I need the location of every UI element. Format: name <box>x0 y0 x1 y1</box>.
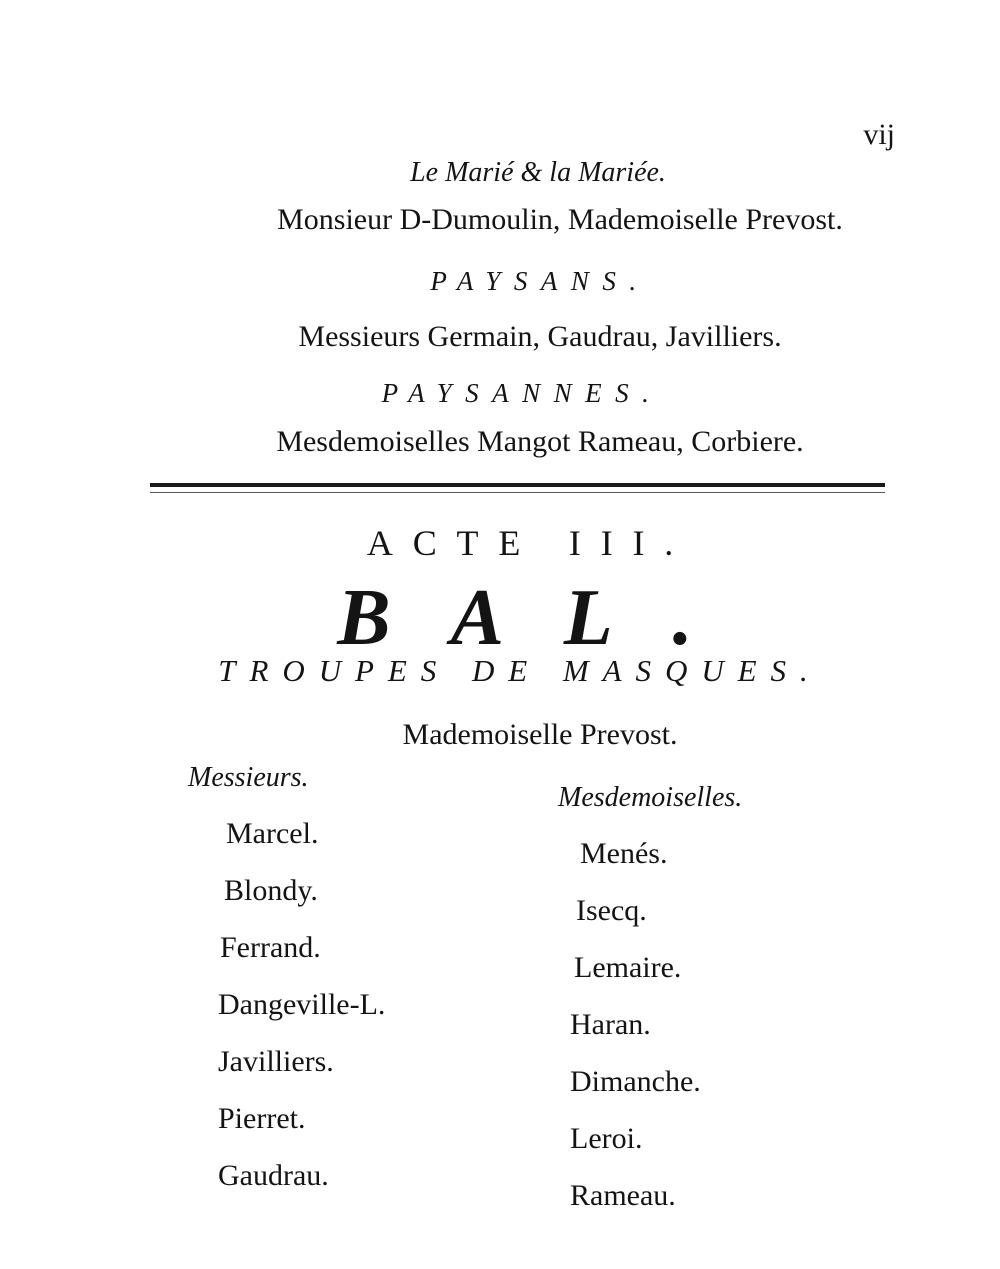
section-divider-thin <box>150 492 885 493</box>
paysans-heading: PAYSANS. <box>430 266 650 296</box>
list-item: Blondy. <box>224 874 318 907</box>
act-heading: ACTE III. <box>366 523 694 563</box>
mesdemoiselles-list <box>570 834 701 1233</box>
couple-heading: Le Marié & la Mariée. <box>410 157 666 188</box>
paysannes-heading: PAYSANNES. <box>381 378 663 408</box>
couple-names: Monsieur D-Dumoulin, Mademoiselle Prevost. <box>277 203 843 236</box>
page-number: vij <box>863 118 895 151</box>
list-item: Ferrand. <box>220 931 321 964</box>
list-item: Javilliers. <box>218 1045 334 1078</box>
section-divider <box>150 483 885 487</box>
list-item: Menés. <box>580 837 668 870</box>
list-item: Dimanche. <box>570 1065 701 1098</box>
messieurs-list <box>218 814 385 1213</box>
list-item: Isecq. <box>576 894 647 927</box>
troupes-heading: TROUPES DE MASQUES. <box>218 653 822 688</box>
list-item: Pierret. <box>218 1102 306 1135</box>
mesdemoiselles-heading: Mesdemoiselles. <box>558 782 743 813</box>
list-item: Haran. <box>570 1008 651 1041</box>
list-item: Rameau. <box>570 1179 676 1212</box>
list-item: Gaudrau. <box>218 1159 329 1192</box>
paysans-names: Messieurs Germain, Gaudrau, Javilliers. <box>298 320 782 353</box>
list-item: Leroi. <box>570 1122 643 1155</box>
bal-title: BAL. <box>337 574 753 662</box>
lead-dancer: Mademoiselle Prevost. <box>402 718 678 751</box>
list-item: Dangeville-L. <box>218 988 386 1021</box>
list-item: Lemaire. <box>574 951 682 984</box>
paysannes-names: Mesdemoiselles Mangot Rameau, Corbiere. <box>276 425 804 458</box>
list-item: Marcel. <box>226 817 319 850</box>
messieurs-heading: Messieurs. <box>188 762 309 793</box>
